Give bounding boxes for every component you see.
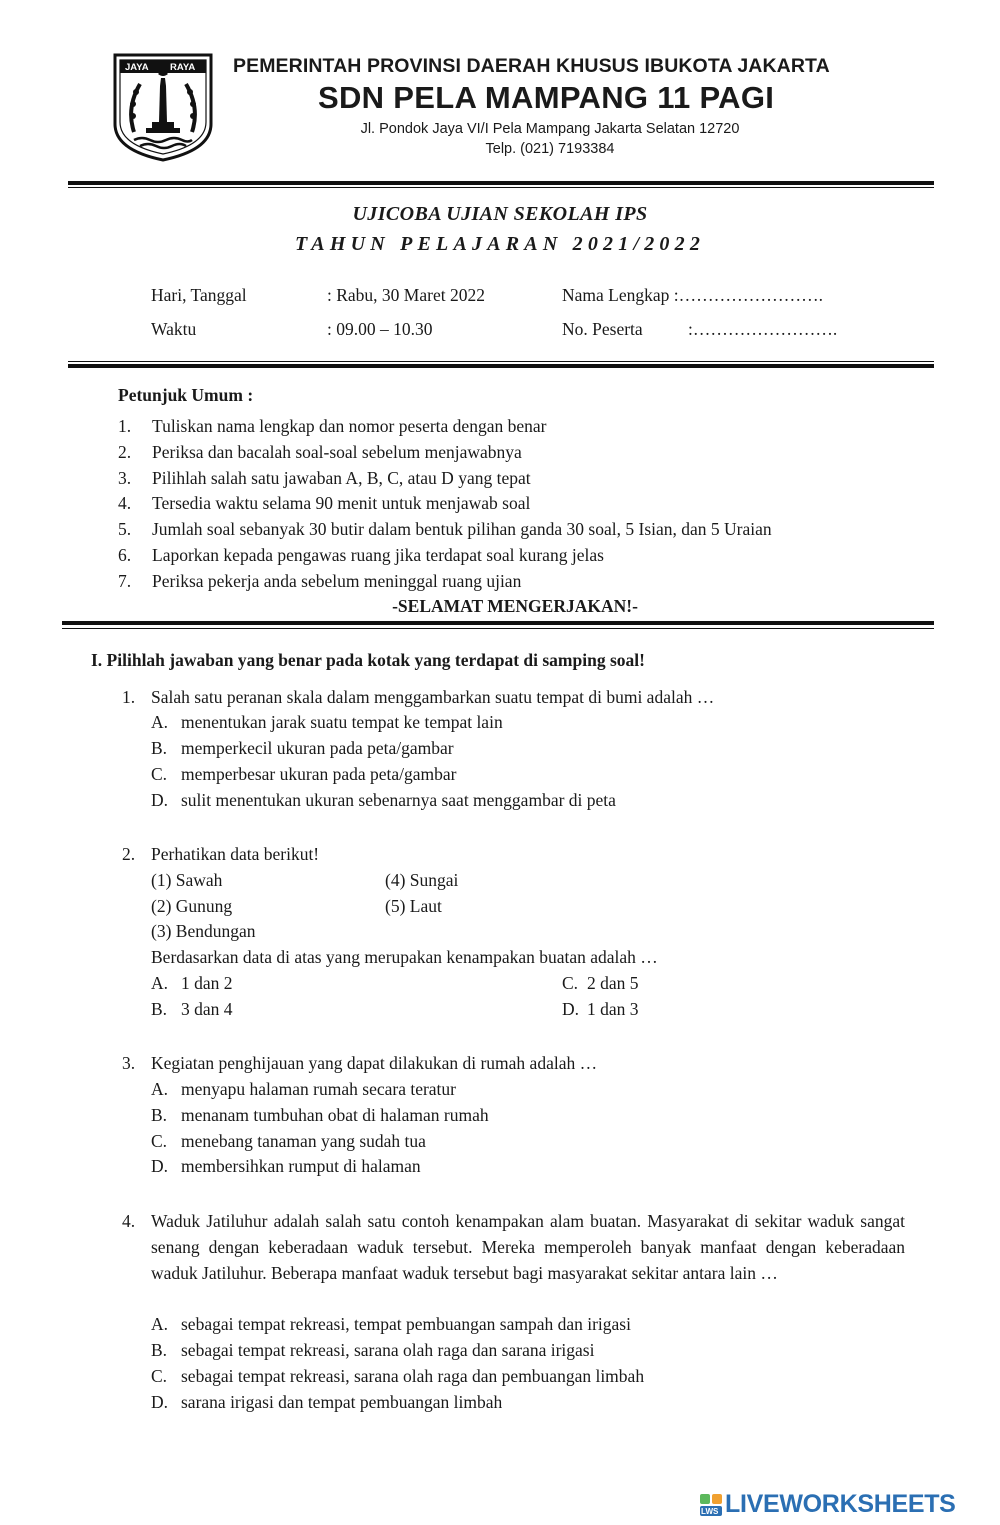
list-item: [118, 491, 938, 517]
question-text: Waduk Jatiluhur adalah salah satu contoh kenampakan alam buatan. Masyarakat di sekitar waduk sangat senang dengan keberadaan waduk tersebut. Mereka memperoleh banyak manfaat dengan keberadaan waduk Jatiluhur. Beberapa manfaat waduk tersebut bagi masyarakat sekitar antara lain …: [151, 1211, 905, 1283]
option-letter: B.: [151, 1340, 168, 1360]
liveworksheets-brand[interactable]: [700, 1490, 956, 1519]
liveworksheets-logo-icon: [700, 1494, 722, 1516]
section-title: I. Pilihlah jawaban yang benar pada kotak yang terdapat di samping soal!: [91, 650, 645, 670]
participant-number-label: No. Peserta: [562, 319, 643, 339]
item-text: Periksa dan bacalah soal-soal sebelum menjawabnya: [152, 441, 522, 462]
instructions-list: [118, 414, 938, 595]
option-letter: B.: [151, 999, 168, 1019]
question-text: Perhatikan data berikut!: [151, 844, 320, 864]
item-number: 6.: [118, 544, 132, 565]
option-text: sarana irigasi dan tempat pembuangan limbah: [181, 1392, 503, 1412]
option-letter: D.: [151, 1392, 169, 1412]
jakarta-emblem-logo: [112, 52, 214, 162]
question-text: Kegiatan penghijauan yang dapat dilakukan di rumah adalah …: [151, 1053, 598, 1073]
option-text: menentukan jarak suatu tempat ke tempat lain: [181, 712, 503, 732]
option-letter: D.: [151, 790, 169, 810]
day-value: : Rabu, 30 Maret 2022: [327, 285, 485, 305]
question-text: Salah satu peranan skala dalam menggambarkan suatu tempat di bumi adalah …: [151, 687, 715, 707]
question-number: 1.: [122, 687, 136, 707]
data-item: (2) Gunung: [151, 896, 233, 916]
option-letter: B.: [151, 738, 168, 758]
question-number: 3.: [122, 1053, 136, 1073]
school-name: SDN PELA MAMPANG 11 PAGI: [318, 80, 775, 115]
option-text: memperbesar ukuran pada peta/gambar: [181, 764, 457, 784]
item-text: Tuliskan nama lengkap dan nomor peserta dengan benar: [152, 416, 547, 436]
option-text: sulit menentukan ukuran sebenarnya saat menggambar di peta: [181, 790, 616, 810]
item-text: Jumlah soal sebanyak 30 butir dalam bentuk pilihan ganda 30 soal, 5 Isian, dan 5 Uraian: [152, 519, 772, 540]
option-text: memperkecil ukuran pada peta/gambar: [181, 738, 454, 758]
option-letter: D.: [562, 999, 580, 1019]
item-number: 1.: [118, 416, 132, 436]
option-text: menanam tumbuhan obat di halaman rumah: [181, 1105, 489, 1125]
government-heading: PEMERINTAH PROVINSI DAERAH KHUSUS IBUKOTA JAKARTA: [233, 55, 830, 77]
logo-text-right: RAYA: [170, 62, 196, 73]
participant-number-field[interactable]: :…………………….: [688, 319, 838, 339]
option-text: sebagai tempat rekreasi, sarana olah raga dan sarana irigasi: [181, 1340, 595, 1360]
option-letter: C.: [151, 1366, 168, 1386]
list-item: [118, 517, 938, 543]
item-text: Laporkan kepada pengawas ruang jika terdapat soal kurang jelas: [152, 544, 604, 565]
item-text: Periksa pekerja anda sebelum meninggal ruang ujian: [152, 570, 522, 591]
option-text: 1 dan 3: [587, 999, 639, 1019]
header-rule-thin: [68, 187, 934, 188]
option-text: 3 dan 4: [181, 999, 233, 1019]
question-number: 4.: [122, 1211, 136, 1231]
instructions-rule-thick: [62, 621, 934, 625]
exam-title: UJICOBA UJIAN SEKOLAH IPS: [352, 203, 648, 225]
option-text: menyapu halaman rumah secara teratur: [181, 1079, 457, 1099]
item-number: 2.: [118, 441, 132, 462]
option-letter: A.: [151, 1314, 169, 1334]
data-item: (1) Sawah: [151, 870, 223, 890]
option-text: menebang tanaman yang sudah tua: [181, 1131, 426, 1151]
item-text: Pilihlah salah satu jawaban A, B, C, atau D yang tepat: [152, 467, 531, 488]
item-number: 5.: [118, 519, 132, 540]
item-number: 3.: [118, 467, 132, 488]
option-letter: A.: [151, 973, 169, 993]
logo-text-left: JAYA: [125, 62, 149, 73]
option-text: sebagai tempat rekreasi, tempat pembuangan sampah dan irigasi: [181, 1314, 631, 1334]
info-rule-thick: [68, 364, 934, 368]
name-field[interactable]: Nama Lengkap :…………………….: [562, 285, 823, 305]
info-rule-thin: [68, 361, 934, 362]
list-item: [118, 440, 938, 466]
school-address: Jl. Pondok Jaya VI/I Pela Mampang Jakarta Selatan 12720: [360, 121, 740, 137]
data-item: (3) Bendungan: [151, 921, 256, 941]
list-item: [118, 466, 938, 492]
option-text: sebagai tempat rekreasi, sarana olah raga dan pembuangan limbah: [181, 1366, 645, 1386]
option-text: 1 dan 2: [181, 973, 233, 993]
option-letter: C.: [151, 764, 168, 784]
option-letter: C.: [562, 973, 579, 993]
closing-text: -SELAMAT MENGERJAKAN!-: [392, 596, 638, 616]
day-label: Hari, Tanggal: [151, 285, 247, 305]
list-item: [118, 414, 938, 440]
brand-name: LIVEWORKSHEETS: [725, 1490, 956, 1518]
header-rule-thick: [68, 181, 934, 185]
list-item: [118, 569, 938, 595]
item-number: 4.: [118, 493, 132, 514]
item-text: Tersedia waktu selama 90 menit untuk menjawab soal: [152, 493, 531, 514]
time-value: : 09.00 – 10.30: [327, 319, 433, 339]
question-number: 2.: [122, 844, 136, 864]
exam-year: TAHUN PELAJARAN 2021/2022: [294, 233, 706, 255]
option-text: membersihkan rumput di halaman: [181, 1156, 421, 1176]
item-number: 7.: [118, 570, 132, 591]
data-item: (5) Laut: [385, 896, 442, 916]
instructions-title: Petunjuk Umum :: [118, 385, 254, 405]
option-letter: B.: [151, 1105, 168, 1125]
option-letter: C.: [151, 1131, 168, 1151]
option-text: 2 dan 5: [587, 973, 639, 993]
logo-mark-text: LWS: [701, 1506, 719, 1516]
question-prompt: Berdasarkan data di atas yang merupakan kenampakan buatan adalah …: [151, 947, 658, 967]
list-item: [118, 543, 938, 569]
option-letter: A.: [151, 712, 169, 732]
school-phone: Telp. (021) 7193384: [485, 141, 615, 157]
time-label: Waktu: [151, 319, 197, 339]
instructions-rule-thin: [62, 628, 934, 629]
data-item: (4) Sungai: [385, 870, 459, 890]
option-letter: D.: [151, 1156, 169, 1176]
option-letter: A.: [151, 1079, 169, 1099]
